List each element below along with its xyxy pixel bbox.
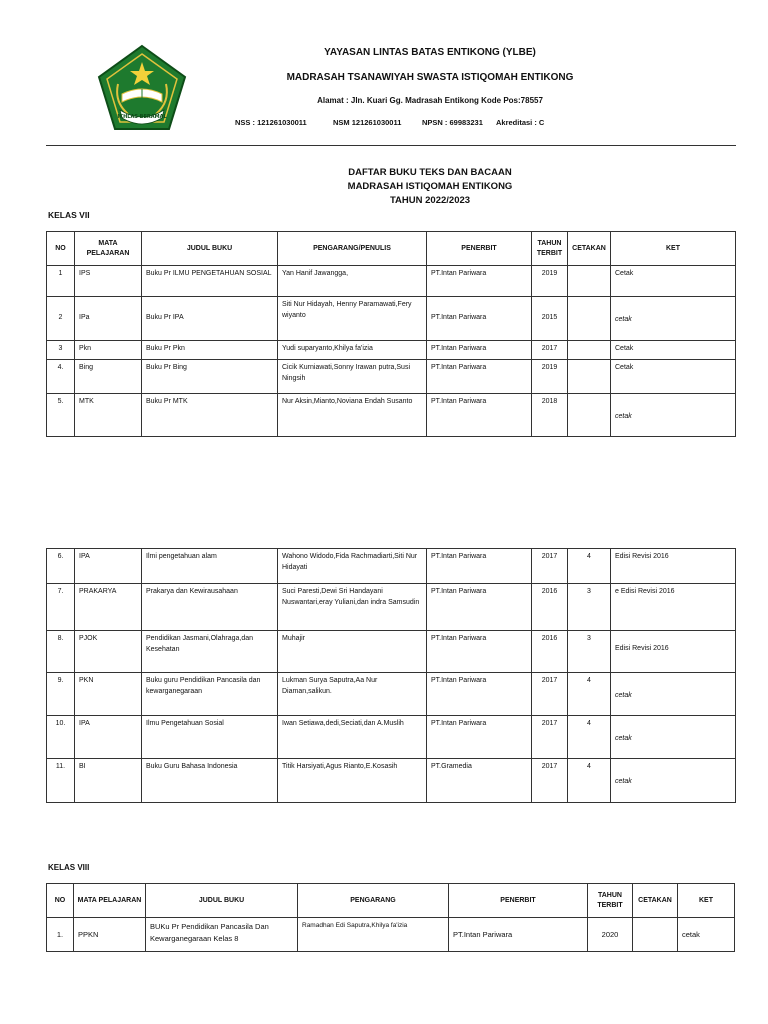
header-judul: JUDUL BUKU [142, 232, 278, 266]
akreditasi-label: Akreditasi : C [496, 118, 545, 127]
header-pengarang: PENGARANG/PENULIS [278, 232, 427, 266]
header-no: NO [47, 884, 74, 918]
header-ket: KET [678, 884, 735, 918]
header-divider [46, 145, 736, 146]
madrasah-logo [96, 44, 188, 132]
header-cetakan: CETAKAN [568, 232, 611, 266]
header-tahun: TAHUN TERBIT [532, 232, 568, 266]
header-pengarang: PENGARANG [298, 884, 449, 918]
kelas-viii-label: KELAS VIII [48, 863, 90, 872]
kelas-vii-table [46, 231, 736, 437]
table-row: 11. BI Buku Guru Bahasa Indonesia Titik Harsiyati,Agus Rianto,E.Kosasih PT.Gramedia 2017 4 cetak [47, 759, 736, 803]
table-row: 10. IPA Ilmu Pengetahuan Sosial Iwan Setiawa,dedi,Seciati,dan A.Muslih PT.Intan Pariwara 2017 4 cetak [47, 716, 736, 759]
kelas-vii-label: KELAS VII [48, 210, 90, 220]
header-no: NO [47, 232, 75, 266]
header-penerbit: PENERBIT [449, 884, 588, 918]
header-penerbit: PENERBIT [427, 232, 532, 266]
logo-motto: IKHLAS BERAMAL [117, 114, 167, 120]
header-ket: KET [611, 232, 736, 266]
table-row: 1 IPS Buku Pr ILMU PENGETAHUAN SOSIAL Yan Hanif Jawangga, PT.Intan Pariwara 2019 Cetak [47, 266, 736, 297]
header-mapel: MATA PELAJARAN [74, 884, 146, 918]
table-row: 1. PPKN BUKu Pr Pendidikan Pancasila Dan Kewarganegaraan Kelas 8 Ramadhan Edi Saputra,Khilya fa'izia PT.Intan Pariwara 2020 cetak [47, 918, 735, 952]
table-row: 7. PRAKARYA Prakarya dan Kewirausahaan Suci Paresti,Dewi Sri Handayani Nuswantari,eray Yuliani,dan indra Samsudin PT.Intan Pariwara 2016 3 e Edisi Revisi 2016 [47, 584, 736, 631]
table-row: 3 Pkn Buku Pr Pkn Yudi suparyanto,Khilya fa'izia PT.Intan Pariwara 2017 Cetak [47, 341, 736, 360]
header-cetakan: CETAKAN [633, 884, 678, 918]
doc-title-line2: MADRASAH ISTIQOMAH ENTIKONG [347, 181, 513, 192]
school-name: MADRASAH TSANAWIYAH SWASTA ISTIQOMAH ENTIKONG [286, 72, 574, 83]
nsm-label: NSM 121261030011 [333, 118, 402, 127]
kelas-vii-continued-table [46, 548, 736, 803]
doc-title-line3: TAHUN 2022/2023 [389, 195, 471, 206]
table-row: 5. MTK Buku Pr MTK Nur Aksin,Mianto,Noviana Endah Susanto PT.Intan Pariwara 2018 cetak [47, 394, 736, 437]
table-row: 6. IPA Ilmi pengetahuan alam Wahono Widodo,Fida Rachmadiarti,Siti Nur Hidayati PT.Intan Pariwara 2017 4 Edisi Revisi 2016 [47, 549, 736, 584]
nss-label: NSS : 121261030011 [235, 118, 307, 127]
header-judul: JUDUL BUKU [146, 884, 298, 918]
doc-title-line1: DAFTAR BUKU TEKS DAN BACAAN [348, 167, 512, 178]
header-tahun: TAHUN TERBIT [588, 884, 633, 918]
table-row: 8. PJOK Pendidikan Jasmani,Olahraga,dan Kesehatan Muhajir PT.Intan Pariwara 2016 3 Edisi Revisi 2016 [47, 631, 736, 673]
table-row: 9. PKN Buku guru Pendidikan Pancasila dan kewarganegaraan Lukman Surya Saputra,Aa Nur Diaman,salikun. PT.Intan Pariwara 2017 4 cetak [47, 673, 736, 716]
foundation-name: YAYASAN LINTAS BATAS ENTIKONG (YLBE) [324, 47, 536, 58]
table-row: 2 IPa Buku Pr IPA Siti Nur Hidayah, Henny Paramawati,Fery wiyanto PT.Intan Pariwara 2015 cetak [47, 297, 736, 341]
npsn-label: NPSN : 69983231 [422, 118, 483, 127]
header-mapel: MATA PELAJARAN [75, 232, 142, 266]
school-address: Alamat : Jln. Kuari Gg. Madrasah Entikong Kode Pos:78557 [317, 96, 543, 105]
kelas-viii-table [46, 883, 735, 952]
table-row: 4. Bing Buku Pr Bing Cicik Kurniawati,Sonny Irawan putra,Susi Ningsih PT.Intan Pariwara 2019 Cetak [47, 360, 736, 394]
